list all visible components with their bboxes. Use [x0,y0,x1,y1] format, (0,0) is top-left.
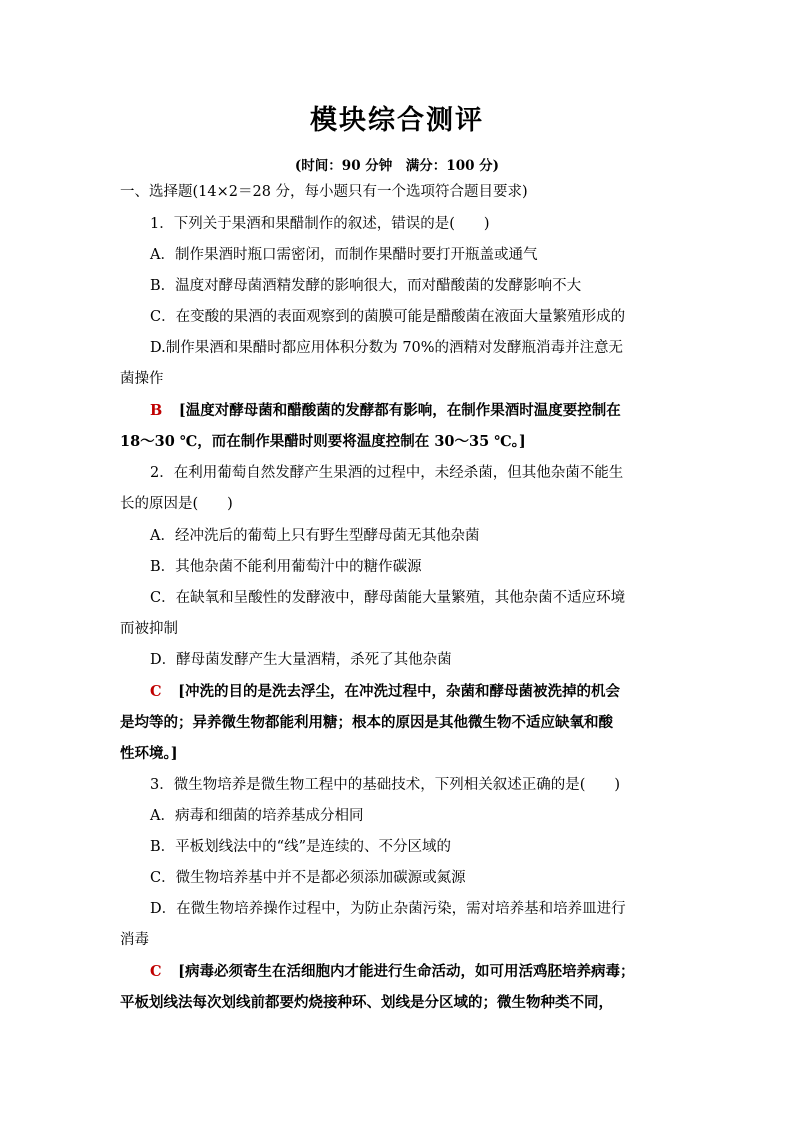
q2-option-c-line2: 而被抑制 [120,621,178,637]
q1-answer: B [150,402,163,419]
q3-answer: C [150,963,162,980]
q2-explanation-text: [冲洗的目的是洗去浮尘，在冲洗过程中，杂菌和酵母菌被洗掉的机会 [178,683,621,700]
q2-answer: C [150,683,162,700]
q2-option-b: B．其他杂菌不能利用葡萄汁中的糖作碳源 [150,559,422,575]
q2-explanation-line2: 是均等的；异养微生物都能利用糖；根本的原因是其他微生物不适应缺氧和酸 [120,714,613,731]
q3-option-d-line1: D．在微生物培养操作过程中，为防止杂菌污染，需对培养基和培养皿进行 [150,901,626,917]
exam-meta: (时间：90 分钟 满分：100 分) [294,158,500,174]
q2-option-d: D．酵母菌发酵产生大量酒精，杀死了其他杂菌 [150,652,452,668]
q3-option-d-line2: 消毒 [120,932,149,948]
q3-explanation-text: [病毒必须寄生在活细胞内才能进行生命活动，如可用活鸡胚培养病毒； [178,963,635,980]
q2-option-a: A．经冲洗后的葡萄上只有野生型酵母菌无其他杂菌 [150,528,480,544]
q2-explanation-line1 [150,682,680,702]
q3-explanation-line1 [150,962,680,982]
q2-stem-line2: 长的原因是( ) [120,496,233,512]
q3-stem: 3．微生物培养是微生物工程中的基础技术，下列相关叙述正确的是( ) [150,777,621,793]
q1-stem: 1．下列关于果酒和果醋制作的叙述，错误的是( ) [150,216,490,232]
q1-explanation-line2: 18～30 ℃，而在制作果醋时则要将温度控制在 30～35 ℃。] [120,433,526,450]
q3-option-a: A．病毒和细菌的培养基成分相同 [150,808,364,824]
q3-option-c: C．微生物培养基中并不是都必须添加碳源或氮源 [150,870,466,886]
section-heading: 一、选择题(14×2＝28 分，每小题只有一个选项符合题目要求) [120,184,528,200]
q1-explanation-text: [温度对酵母菌和醋酸菌的发酵都有影响，在制作果酒时温度要控制在 [178,402,621,419]
q1-option-b: B．温度对酵母菌酒精发酵的影响很大，而对醋酸菌的发酵影响不大 [150,278,582,294]
q1-option-d-line1: D.制作果酒和果醋时都应用体积分数为 70%的酒精对发酵瓶消毒并注意无 [150,340,624,356]
q1-option-a: A．制作果酒时瓶口需密闭，而制作果醋时要打开瓶盖或通气 [150,247,538,263]
page-title: 模块综合测评 [310,105,484,136]
q1-explanation-line1 [150,401,680,421]
q2-option-c-line1: C．在缺氧和呈酸性的发酵液中，酵母菌能大量繁殖，其他杂菌不适应环境 [150,590,626,606]
q3-explanation-line2: 平板划线法每次划线前都要灼烧接种环、划线是分区域的；微生物种类不同， [120,994,613,1011]
q3-option-b: B．平板划线法中的“线”是连续的、不分区域的 [150,839,451,855]
q2-explanation-line3: 性环境。] [120,745,178,762]
q1-option-c: C．在变酸的果酒的表面观察到的菌膜可能是醋酸菌在液面大量繁殖形成的 [150,309,626,325]
q2-stem-line1: 2．在利用葡萄自然发酵产生果酒的过程中，未经杀菌，但其他杂菌不能生 [150,465,624,481]
q1-option-d-line2: 菌操作 [120,371,164,387]
